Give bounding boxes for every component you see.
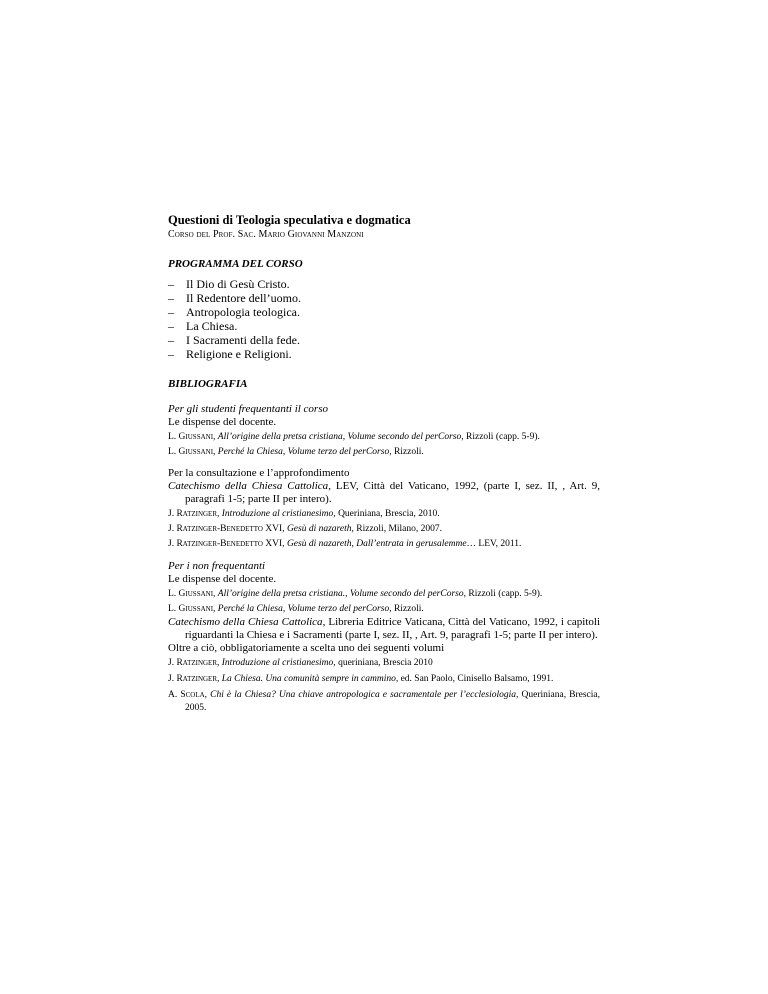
frequentanti-section [168,403,600,459]
reference-entry [168,446,600,459]
list-item [168,347,600,361]
list-item [168,305,600,319]
reference-author: J. Ratzinger, [168,674,220,684]
dash-marker: – [168,305,174,319]
reference-rest: ed. San Paolo, Cinisello Balsamo, 1991. [398,674,554,684]
list-item-text: Il Redentore dell’uomo. [186,291,301,305]
reference-author: J. Ratzinger-Benedetto XVI, [168,539,285,549]
frequentanti-dispense: Le dispense del docente. [168,416,277,428]
course-title: Questioni di Teologia speculativa e dogmatica [168,213,411,227]
reference-rest: , Libreria Editrice Vaticana, Città del Vaticano, 1992, i capitoli riguardanti la Chiesa e i Sacramenti (parte I, sez. II, , Art. 9, paragrafi 1-5; parte II per intero). [185,616,600,641]
reference-rest: … LEV, 2011. [466,539,522,549]
reference-rest: , Rizzoli (capp. 5-9). [463,589,543,599]
reference-author: L. Giussani, [168,589,216,599]
dash-marker: – [168,347,174,361]
reference-author: L. Giussani, [168,432,216,442]
reference-title: Perché la Chiesa, Volume terzo del perCorso [217,604,390,614]
reference-entry [168,523,600,536]
reference-title: Gesù di nazareth, Dall’entrata in gerusalemme [286,539,467,549]
non-frequentanti-heading: Per i non frequentanti [168,560,266,572]
list-item [168,319,600,333]
reference-entry [168,603,600,616]
reference-author: A. Scola, [168,690,208,700]
reference-title: Introduzione al cristianesimo, [221,658,336,668]
reference-entry [168,689,600,715]
dash-marker: – [168,333,174,347]
reference-author: L. Giussani, [168,447,216,457]
reference-entry [168,538,600,551]
reference-rest: , Rizzoli (capp. 5-9). [461,432,540,442]
reference-title: All’origine della pretsa cristiana, Volume secondo del perCorso [217,432,462,442]
reference-title: Introduzione al cristianesimo, [221,509,336,519]
dash-marker: – [168,319,174,333]
reference-author: J. Ratzinger-Benedetto XVI, [168,524,285,534]
reference-entry [168,673,600,686]
reference-entry [168,480,600,506]
reference-rest: queriniana, Brescia 2010 [335,658,433,668]
reference-author: J. Ratzinger, [168,658,220,668]
course-instructor: Corso del Prof. Sac. Mario Giovanni Manzoni [168,229,364,240]
frequentanti-heading: Per gli studenti frequentanti il corso [168,403,328,415]
non-frequentanti-section [168,560,600,715]
list-item [168,277,600,291]
reference-entry [168,508,600,521]
list-item [168,291,600,305]
reference-rest: Rizzoli, Milano, 2007. [353,524,443,534]
reference-rest: , LEV, Città del Vaticano, 1992, (parte I, sez. II, , Art. 9, paragrafi 1-5; parte II per intero). [185,480,600,505]
reference-entry [168,588,600,601]
bibliografia-heading: BIBLIOGRAFIA [168,378,248,390]
consultazione-section [168,467,600,551]
reference-author: J. Ratzinger, [168,509,220,519]
non-frequentanti-dispense: Le dispense del docente. [168,573,277,585]
reference-title: Perché la Chiesa, Volume terzo del perCorso [217,447,390,457]
reference-rest: , Rizzoli. [389,447,424,457]
list-item-text: Il Dio di Gesù Cristo. [186,277,290,291]
reference-title: Gesù di nazareth, [286,524,354,534]
reference-rest: , Rizzoli. [389,604,424,614]
oltre-note: Oltre a ciò, obbligatoriamente a scelta uno dei seguenti volumi [168,642,445,654]
course-description [168,213,600,715]
reference-title: Catechismo della Chiesa Cattolica [168,616,323,628]
list-item-text: I Sacramenti della fede. [186,333,300,347]
reference-entry [168,431,600,444]
list-item-text: La Chiesa. [186,319,238,333]
reference-rest: Queriniana, Brescia, 2005. [185,690,601,713]
list-item-text: Religione e Religioni. [186,347,292,361]
list-item-text: Antropologia teologica. [186,305,300,319]
reference-title: Catechismo della Chiesa Cattolica [168,480,329,492]
reference-rest: Queriniana, Brescia, 2010. [335,509,440,519]
reference-entry [168,616,600,642]
dash-marker: – [168,291,174,305]
list-item [168,333,600,347]
consultazione-heading: Per la consultazione e l’approfondimento [168,467,350,479]
reference-author: L. Giussani, [168,604,216,614]
reference-entry [168,657,600,670]
programma-list [168,277,600,361]
dash-marker: – [168,277,174,291]
reference-title: All’origine della pretsa cristiana., Volume secondo del perCorso [217,589,464,599]
reference-title: La Chiesa. Una comunità sempre in cammino, [221,674,399,684]
reference-title: Chi è la Chiesa? Una chiave antropologica e sacramentale per l’ecclesiologia, [210,690,519,700]
programma-heading: PROGRAMMA DEL CORSO [168,258,303,270]
